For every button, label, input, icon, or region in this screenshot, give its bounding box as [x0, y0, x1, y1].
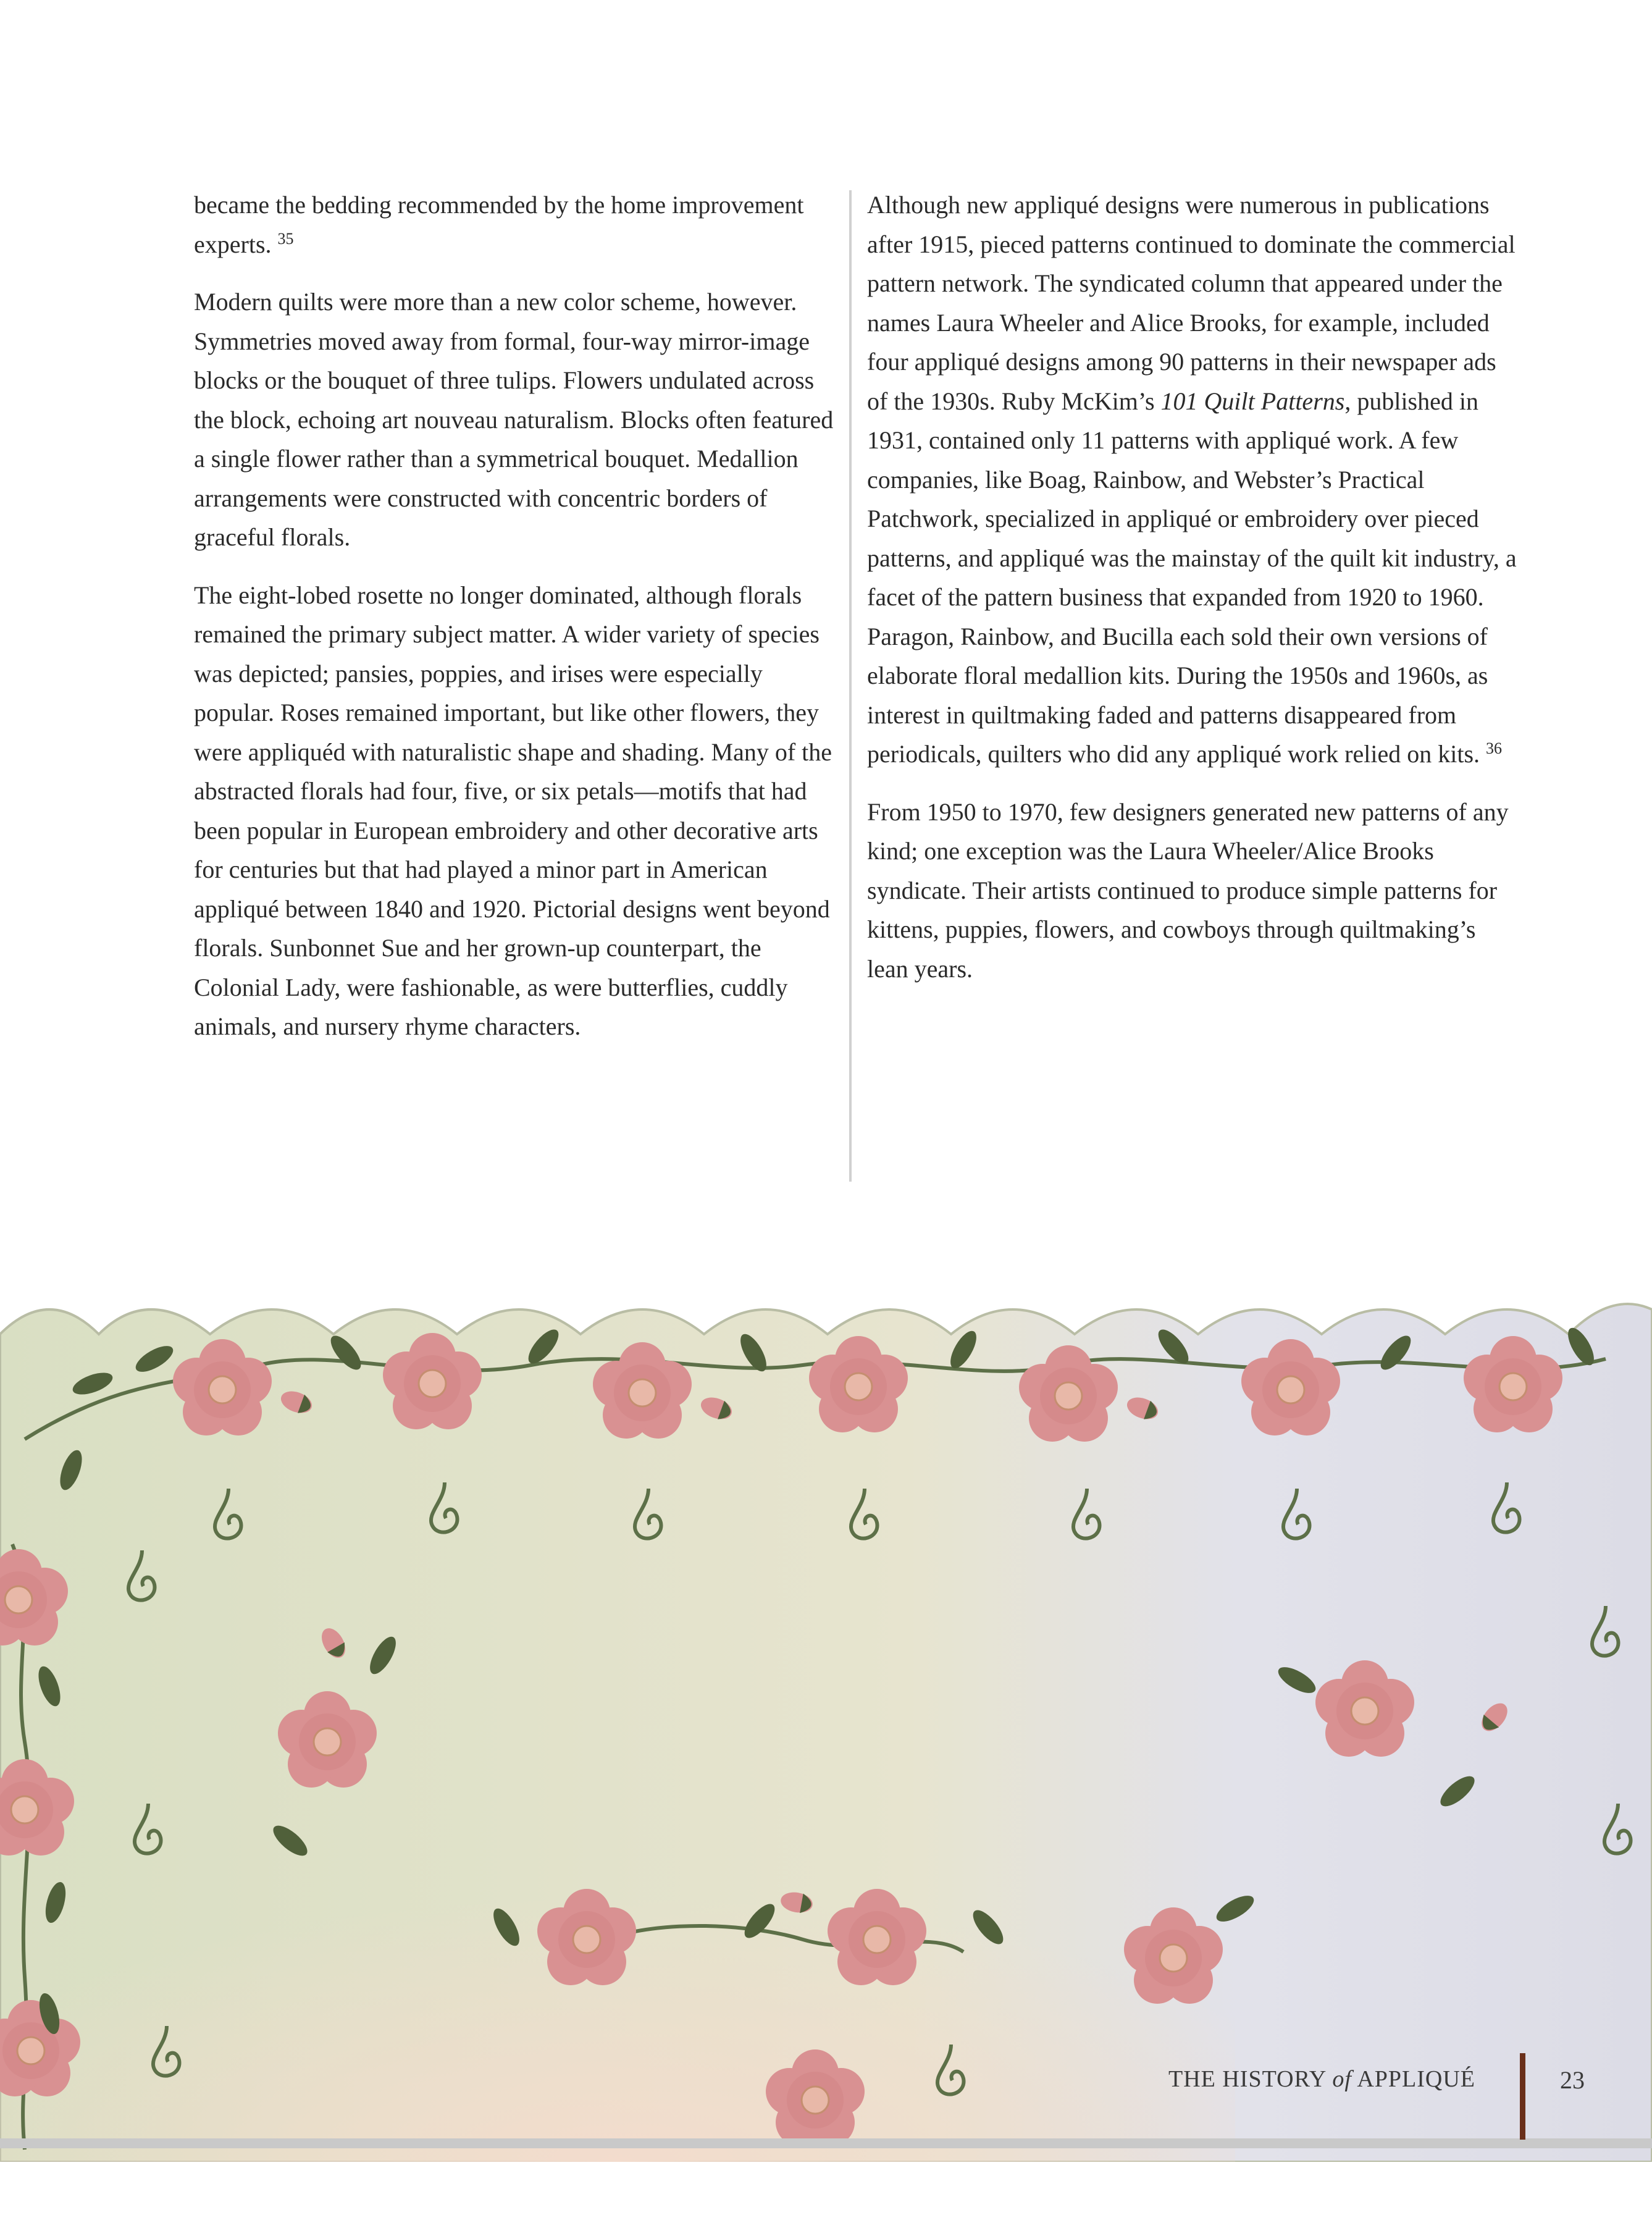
page-bottom-edge [0, 2138, 1652, 2148]
page-number: 23 [1560, 2066, 1585, 2094]
footnote-ref: 36 [1486, 739, 1503, 757]
paragraph: The eight-lobed rosette no longer dominated, although florals remained the primary subject matter. A wider variety of species was depicted; pansies, poppies, and irises were especially popular. Roses remained important, but like other flowers, they were appliquéd with naturalistic shape and shading. Many of the abstracted florals had four, five, or six petals—motifs that had been popular in European embroidery and other decorative arts for centuries but that had played a minor part in American appliqué between 1840 and 1920. Pictorial designs went beyond florals. Sunbonnet Sue and her grown-up counterpart, the Colonial Lady, were fashionable, as were butterflies, cuddly animals, and nursery rhyme characters. [194, 581, 832, 1040]
folio-rule [1520, 2053, 1525, 2140]
paragraph: From 1950 to 1970, few designers generated new patterns of any kind; one exception was the Laura Wheeler/Alice Brooks syndicate. Their artists continued to produce simple patterns for kittens, puppies, flowers, and cowboys through quiltmaking’s lean years. [867, 797, 1509, 983]
footnote-ref: 35 [277, 229, 294, 248]
paragraph: became the bedding recommended by the home improvement experts. $^{35}$ [194, 191, 804, 258]
running-head: THE HISTORY of APPLIQUÉ [1168, 2066, 1475, 2092]
paragraph: Although new appliqué designs were numerous in publications after 1915, pieced patterns continued to dominate the commercial pattern network. The syndicated column that appeared under the names Laura Wheeler and Alice Brooks, for example, included four appliqué designs among 90 patterns in their newspaper ads of the 1930s. Ruby McKim’s 101 Quilt Patterns, published in 1931, contained only 11 patterns with appliqué work. A few companies, like Boag, Rainbow, and Webster’s Practical Patchwork, specialized in appliqué or embroidery over pieced patterns, and appliqué was the mainstay of the quilt kit industry, a facet of the pattern business that expanded from 1920 to 1960. Paragon, Rainbow, and Bucilla each sold their own versions of elaborate floral medallion kits. During the 1950s and 1960s, as interest in quiltmaking faded and patterns disappeared from periodicals, quilters who did any appliqué work relied on kits. $^{36}$ [867, 191, 1517, 768]
column-divider [849, 190, 852, 1182]
book-title: 101 Quilt Patterns [1160, 387, 1345, 415]
paragraph: Modern quilts were more than a new color scheme, however. Symmetries moved away from formal, four-way mirror-image blocks or the bouquet of three tulips. Flowers undulated across the block, echoing art nouveau naturalism. Blocks often featured a single flower rather than a symmetrical bouquet. Medallion arrangements were constructed with concentric borders of graceful florals. [194, 288, 834, 551]
right-column [867, 185, 1522, 1007]
quilt-photo [0, 1285, 1652, 2162]
left-column [194, 185, 836, 1065]
